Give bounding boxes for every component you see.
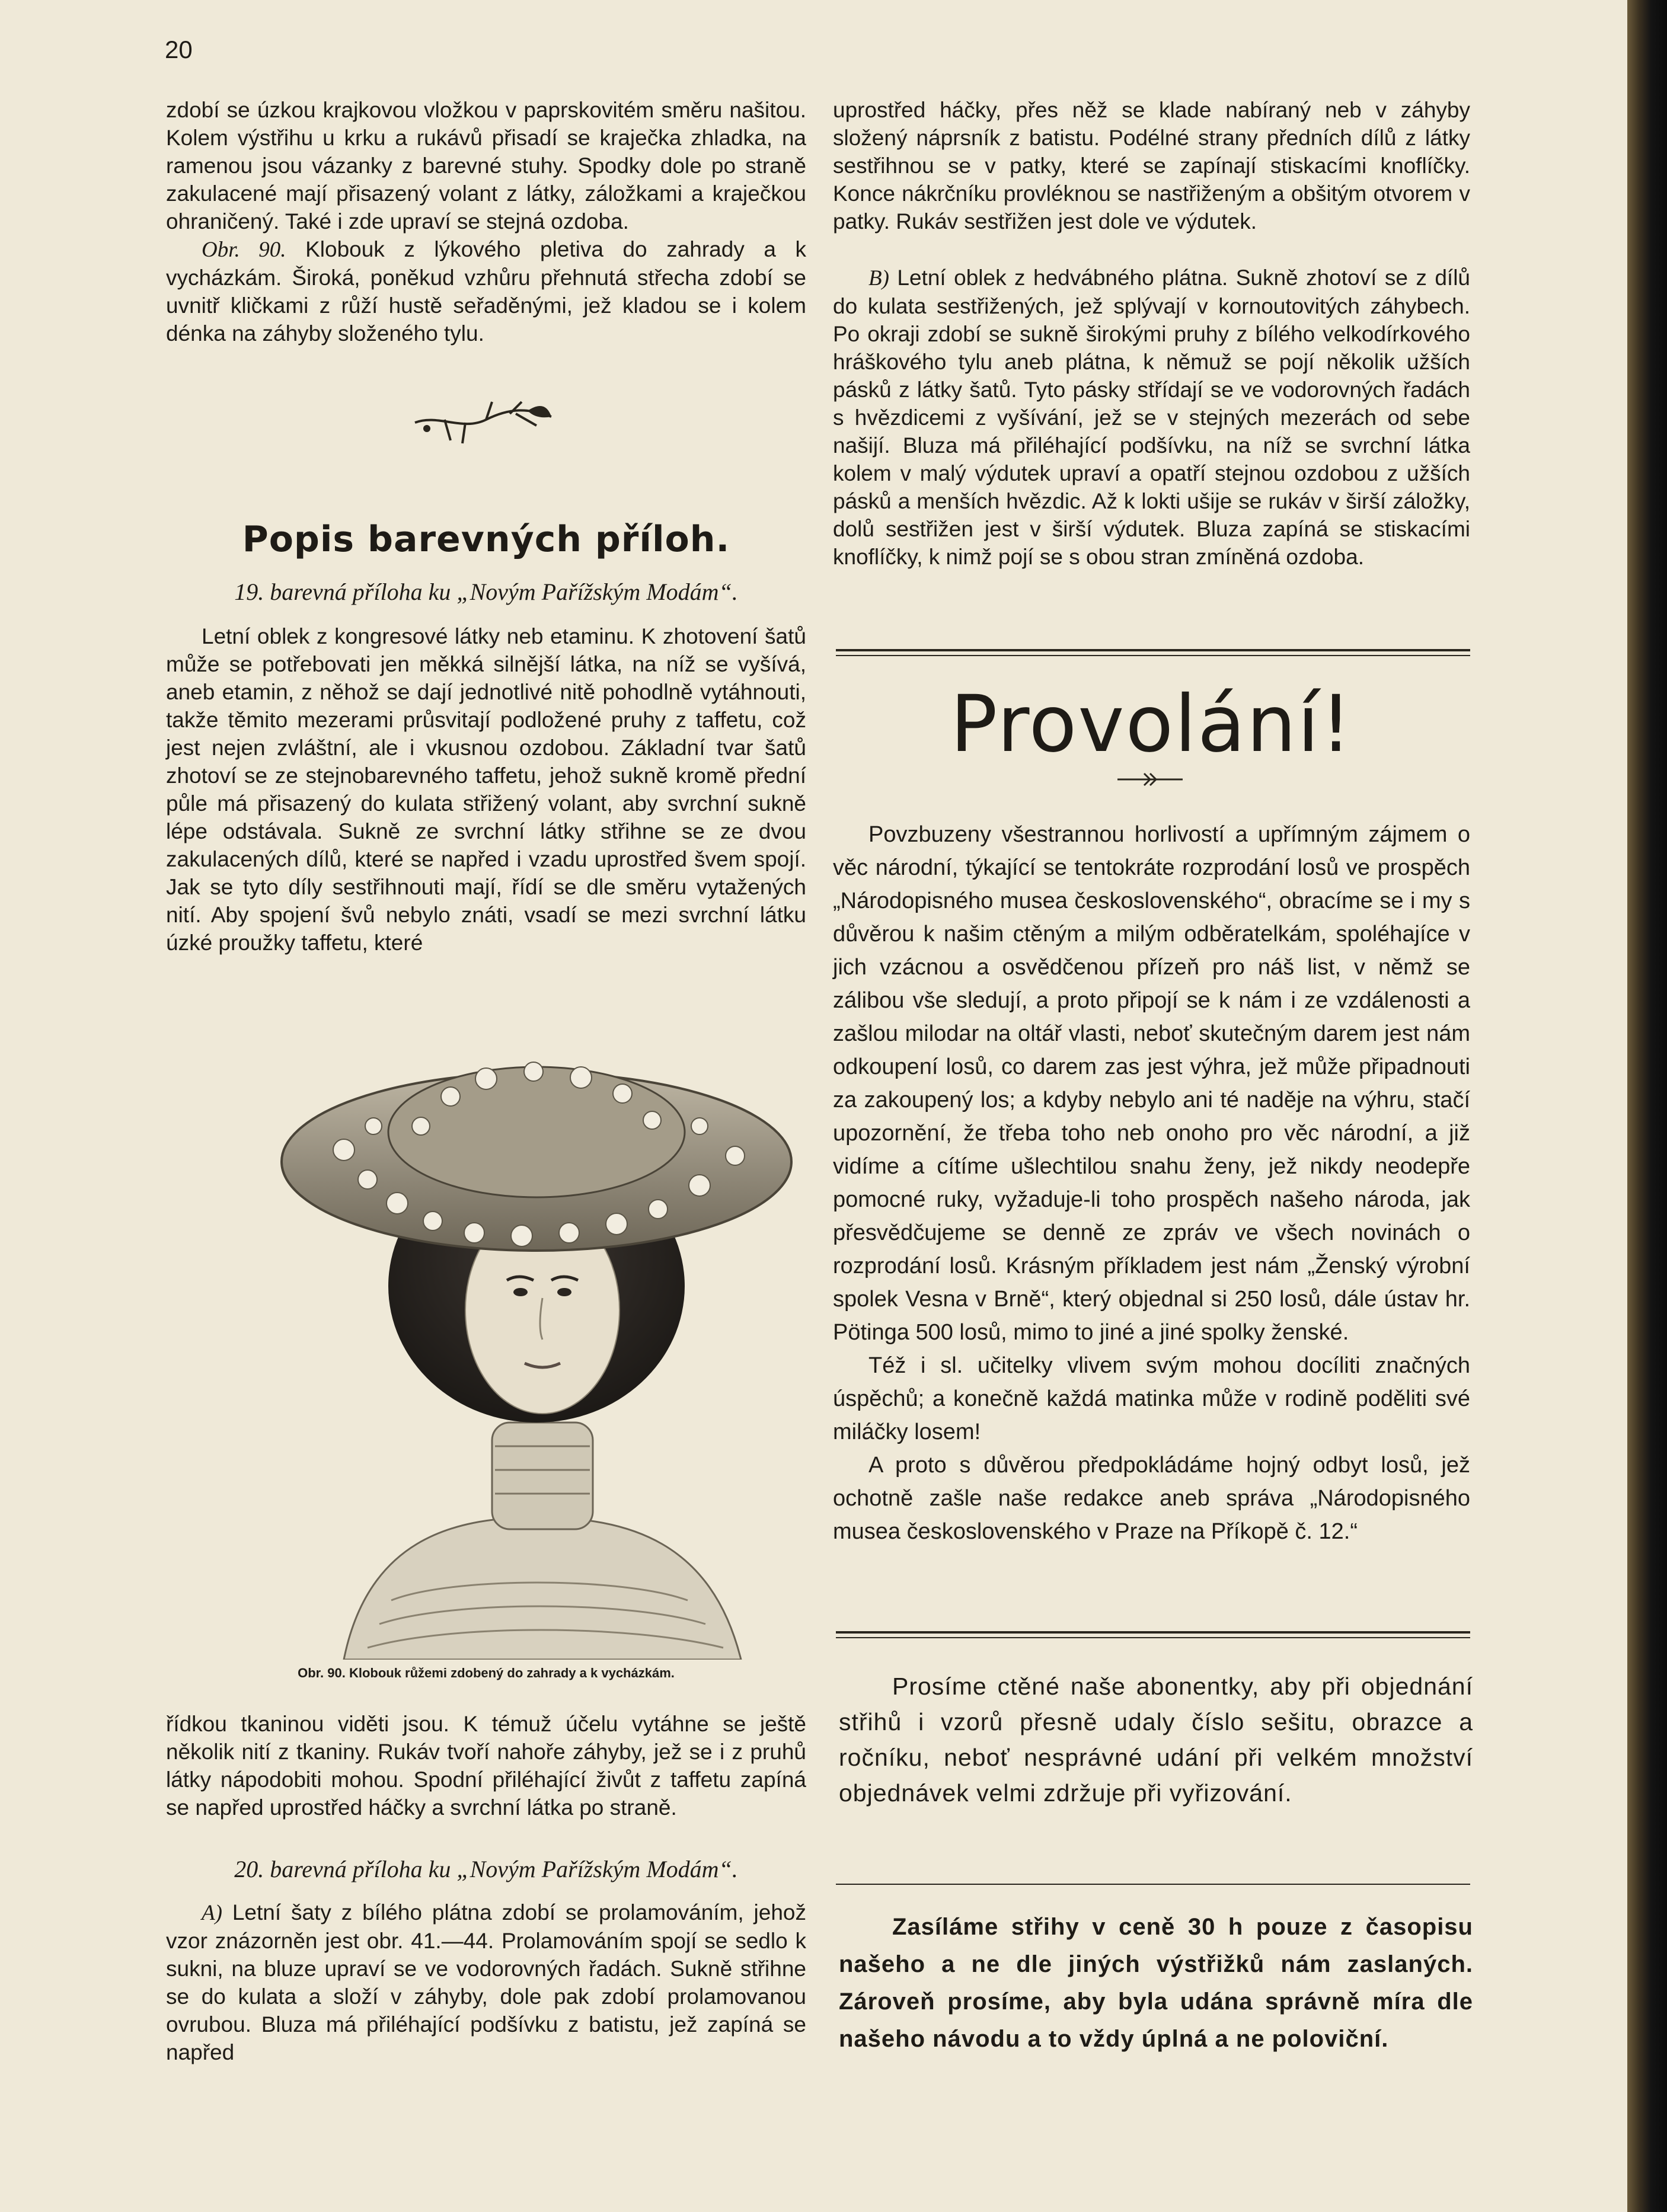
small-ornament-icon bbox=[1114, 771, 1186, 788]
notice-order-info: Prosíme ctěné naše abonentky, aby při objednání střihů i vzorů přesně udaly číslo sešitu, obrazce a ročníku, neboť nesprávné udání při velkém množství objednávek velmi zdržuje při vyřizování. bbox=[839, 1673, 1473, 1807]
section-heading-popis: Popis barevných příloh. bbox=[242, 519, 730, 560]
obr90-label: Obr. 90. bbox=[202, 238, 286, 262]
right-column-top: uprostřed háčky, přes něž se klade nabíraný neb v záhyby složený náprsník z batistu. Podélné strany předních dílů z látky sestřihnou se v patky, které se zapínají stiskacími knoflíčky. Konce nákrčníku provléknou se nastřiženým a obšitým otvorem v patky. Rukáv sestřižen jest dole ve výdutek. bbox=[833, 98, 1470, 234]
figure-caption: Obr. 90. Klobouk růžemi zdobený do zahrady a k vycházkám. bbox=[298, 1666, 675, 1680]
subheading-20: 20. barevná příloha ku „Novým Pařížským Modám“. bbox=[234, 1856, 738, 1882]
divider-rule-bottom bbox=[836, 1884, 1470, 1885]
divider-rule-top-thin bbox=[836, 655, 1470, 656]
para20b-text: Letní oblek z hedvábného plátna. Sukně zhotoví se z dílů do kulata sestřižených, jež splývají v kornoutovitých záhybech. Po okraji zdobí se sukně širokými pruhy z bílého velkodírkového hráškového tylu aneb plátna, k němuž se pojí několik užších pásků z látky šatů. Tyto pásky střídají se ve vodorovných řadách s hvězdicemi z vyšívání, jež se v stejných mezerách od sebe našijí. Bluza má přiléhající podšívku, na níž se svrchní látka kolem v malý výdutek upraví a opatří stejnou ozdobou z užších pásků a menších hvězdic. Až k lokti ušije se rukáv v širší záložky, dolů sestřižen jest v širší výdutek. Bluza zapíná se stiskacími knoflíčky, k nimž pojí se s obou stran zmíněná ozdoba. bbox=[833, 266, 1470, 569]
provolani-paragraph-1: Povzbuzeny všestrannou horlivostí a upřímným zájmem o věc národní, týkající se tentokráte rozprodání losů ve prospěch „Národopisného musea československého“, obracíme se i my s důvěrou k našim ctěným a milým odběratelkám, spoléhajíce v jich vzácnou a osvědčenou přízeň pro náš list, v němž se zálibou vše sledují, a proto připojí se k nám i ze vzdálenosti a zašlou milodar na oltář vlasti, neboť skutečným darem jest nám odkoupení losů, co darem zas jest výhra, jež může připadnouti za zakoupený los; a kdyby nebylo ani té naděje na výhru, stačí upozornění, že třeba toho neb onoho pro věc národní, a již vidíme a cítíme ušlechtilou snahu ženy, jež nikdy neodepře pomocné ruky, vyžaduje-li toho prospěch našeho národa, jak přesvědčujeme se denně ze zpráv ve všech novinách o rozprodání losů. Krásným příkladem jest nám „Ženský výrobní spolek Vesna v Brně“, který objednal si 250 losů, dále ústav hr. Pötinga 500 losů, mimo to jiné a jiné spolky ženské. bbox=[833, 822, 1470, 1345]
heading-provolani: Provolání! bbox=[950, 679, 1353, 770]
obr90-text: Klobouk z lýkového pletiva do zahrady a k vycházkám. Široká, poněkud vzhůru přehnutá střecha zdobí se uvnitř kličkami z růží hustě seřaděnými, jež kladou se i kolem dénka na záhyby složeného tylu. bbox=[166, 237, 806, 346]
para20a-label: A) bbox=[202, 1901, 222, 1925]
divider-rule-mid-thin bbox=[836, 1637, 1470, 1638]
provolani-body bbox=[833, 818, 1470, 1548]
obr90-description bbox=[166, 235, 806, 347]
subheading-19: 19. barevná příloha ku „Novým Pařížským Modám“. bbox=[234, 578, 738, 605]
divider-rule-mid bbox=[836, 1631, 1470, 1634]
paragraph-19: Letní oblek z kongresové látky neb etaminu. K zhotovení šatů může se potřebovati jen měkká silnější látka, na níž se vyšívá, aneb etamin, z něhož se dají jednotlivé nitě pohodlně vytáhnouti, takže těmito mezerami průsvitají podložené pruhy z taffetu, což jest nejen zvláštní, ale i vkusnou ozdobou. Základní tvar šatů zhotoví se ze stejnobarevného taffetu, jehož sukně kromě přední půle má přisazený do kulata střižený volant, aby svrchní sukně lépe odstávala. Sukně ze svrchní látky střihne se ze dvou zakulacených dílů, které se napřed i vzadu uprostřed švem spojí. Jak se tyto díly sestřihnouti mají, řídí se dle směru vytažených nití. Aby spojení švů nebylo znáti, vsadí se mezi svrchní látku úzké proužky taffetu, které bbox=[166, 624, 806, 955]
book-spine-edge bbox=[1627, 0, 1667, 2212]
hat-illustration bbox=[273, 1008, 800, 1660]
floral-ornament-icon bbox=[409, 396, 557, 449]
provolani-paragraph-2: Též i sl. učitelky vlivem svým mohou docíliti značných úspěchů; a konečně každá matinka může v rodině poděliti své miláčky losem! bbox=[833, 1353, 1470, 1444]
left-column-top bbox=[166, 96, 806, 347]
continued-paragraph: zdobí se úzkou krajkovou vložkou v paprskovitém směru našitou. Kolem výstřihu u krku a rukávů přisadí se kraječka zhladka, na ramenou jsou vázanky z barevné stuhy. Spodky dole po straně zakulacené mají přisazený volant z látky, záložkami a kraječkou ohraničený. Také i zde upraví se stejná ozdoba. bbox=[166, 98, 806, 234]
page-number: 20 bbox=[165, 36, 193, 63]
para20b-label: B) bbox=[868, 266, 889, 290]
divider-rule-top bbox=[836, 649, 1470, 651]
paragraph-20a bbox=[166, 1898, 806, 2066]
provolani-paragraph-3: A proto s důvěrou předpokládáme hojný odbyt losů, jež ochotně zašle naše redakce aneb správa „Národopisného musea československého v Praze na Příkopě č. 12.“ bbox=[833, 1453, 1470, 1544]
paragraph-19-continued: řídkou tkaninou viděti jsou. K témuž účelu vytáhne se ještě několik nití z tkaniny. Rukáv tvoří nahoře záhyby, jež se i z pruhů látky nápodobiti mohou. Spodní přiléhající živůt z taffetu zapíná se napřed uprostřed háčky a svrchní látka po straně. bbox=[166, 1712, 806, 1820]
notice-patterns: Zasíláme střihy v ceně 30 h pouze z časopisu našeho a ne dle jiných výstřižků nám zaslaných. Zároveň prosíme, aby byla udána správně míra dle našeho návodu a to vždy úplná a ne poloviční. bbox=[839, 1914, 1473, 2052]
para20a-text: Letní šaty z bílého plátna zdobí se prolamováním, jehož vzor znázorněn jest obr. 41.—44. Prolamováním spojí se sedlo k sukni, na bluze upraví se ve vodorovných řadách. Sukně střihne se do kulata a složí v záhyby, dole pak zdobí prolamovanou ovrubou. Bluza má přiléhající podšívku z batistu, jež zapíná se napřed bbox=[166, 1900, 806, 2064]
paragraph-20b bbox=[833, 264, 1470, 571]
